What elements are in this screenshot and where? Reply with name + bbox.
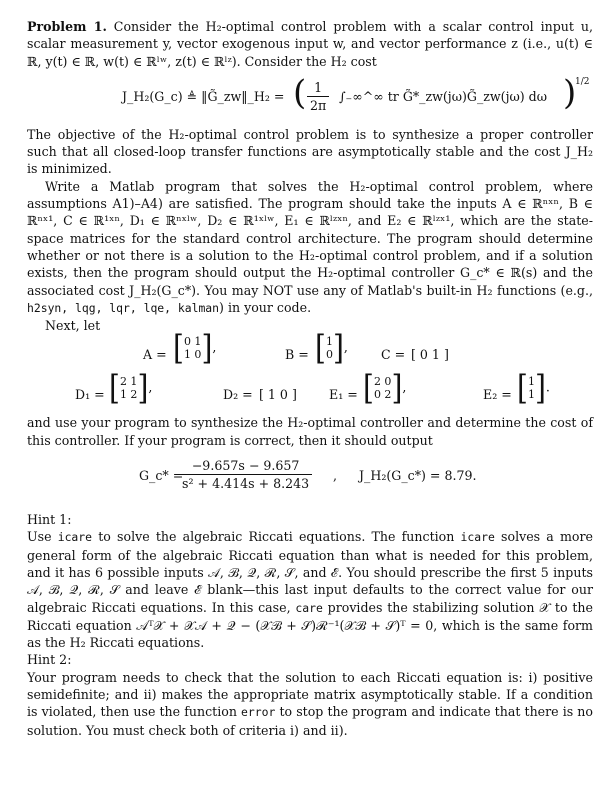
matrix-C-label: C = [381, 347, 406, 363]
gc-label: G_c* = [139, 468, 184, 484]
cost-frac-num: 1 [307, 79, 329, 97]
intro-line-1: Consider the H₂-optimal control problem with a scalar control input u, scalar [27, 19, 594, 52]
intro-line-2: measurement y, vector exogenous input w, and vector performance z (i.e., u(t) ∈ ℝ, y(t) ∈ ℝ, [27, 36, 593, 69]
matrices-block [27, 328, 593, 414]
gc-fraction [179, 457, 312, 493]
hint1-text [27, 528, 593, 651]
cost-fraction [307, 79, 329, 115]
matrix-E2-row: 1 [527, 388, 535, 402]
hint2-text [27, 669, 593, 739]
problem-intro [27, 18, 593, 70]
matrix-D1-row: 1 2 [119, 388, 138, 402]
cost-close-paren: ) [563, 72, 577, 113]
cost-integral: ∫₋∞^∞ tr G̃*_zw(jω)G̃_zw(jω) dω [339, 88, 548, 104]
gc-denominator: s² + 4.414s + 8.243 [182, 476, 310, 492]
matrix-B-label: B = [285, 347, 309, 363]
gc-numerator: −9.657s − 9.657 [179, 457, 312, 475]
icare-code: icare [460, 530, 495, 545]
gc-comma: , [333, 468, 338, 484]
objective-text: The objective of the H₂-optimal control problem is to synthesize a proper controller such that all closed-loop transfer functions are asymptotically stable and the cost J_H₂ is minimized. [27, 126, 593, 177]
matrix-D2-row: [ 1 0 ] [259, 387, 297, 403]
matrix-D2-label: D₂ = [223, 387, 253, 403]
matrix-A-row: 0 1 [183, 335, 202, 349]
cost-lhs: J_H₂(G_c) ≜ ‖G̃_zw‖_H₂ = [122, 88, 285, 104]
intro-line-3: w(t) ∈ ℝˡʷ, z(t) ∈ ℝˡᶻ). Consider the H₂ cost [103, 53, 377, 69]
icare-code: icare [57, 530, 93, 545]
hint2-part: Your program needs to check that the solution to each Riccati equation is: i) positive semidefinite; and ii) makes the appropriate matrix asymptotically stable. If a condition is violated, then use the function [27, 669, 593, 720]
care-code: care [295, 600, 323, 615]
matrix-E2: [ 1 1 ]. [517, 368, 550, 408]
matrix-E1: [ 2 0 0 2 ], [363, 368, 407, 408]
matrix-E1-label: E₁ = [329, 387, 358, 403]
program-text-a: Write a Matlab program that solves the H₂-optimal control problem, where assumptions A1)–A4) are satisfied. The program should take the inputs A ∈ ℝⁿˣⁿ, B ∈ ℝⁿˣ¹, C ∈ ℝ¹ˣⁿ, D₁ ∈ ℝⁿˣˡʷ, D₂ ∈ ℝ¹ˣˡʷ, E₁ ∈ ℝˡᶻˣⁿ, and E₂ ∈ ℝˡᶻˣ¹, which are the state-space matrices for the standard control architecture. The program should determine whether or not there is a solution to the H₂-optimal control problem, and if a solution exists, then the program should output the H₂-optimal controller G_c* ∈ ℝ(s) and the associated cost J_H₂(G_c*). You may NOT use any of Matlab's built-in H₂ functions (e.g., [27, 178, 593, 298]
matrix-D1-label: D₁ = [75, 387, 105, 403]
matrix-A-row: 1 0 [183, 348, 202, 362]
cost-frac-den: 2π [310, 98, 327, 114]
matrix-E1-row: 2 0 [373, 375, 392, 389]
matrix-E2-row: 1 [527, 375, 535, 389]
cost-power: 1/2 [575, 76, 590, 87]
problem-heading: Problem 1. [27, 19, 107, 34]
matrix-E1-row: 0 2 [373, 388, 392, 402]
matrix-B-row: 0 [325, 348, 333, 362]
program-text-b: ) in your code. [219, 299, 312, 315]
error-code: error [241, 705, 276, 720]
cost-open-paren: ( [293, 72, 307, 113]
hint1-part: to solve the algebraic Riccati equations. The function [92, 529, 461, 545]
hint1-part: solves a more general form of the algebraic Riccati equation than what is needed for this problem, and it has 6 possible inputs 𝒜, ℬ, 𝒬, ℛ, 𝒮, and ℰ. You should prescribe the first 5 inputs 𝒜, ℬ, 𝒬, ℛ, 𝒮 and leave ℰ blank—this last input defaults to the correct value for our algebraic Riccati equations. In this case, [27, 529, 593, 615]
result-block [27, 449, 593, 503]
cost-equation [27, 70, 593, 126]
hint2-title: Hint 2: [27, 652, 72, 668]
next-let: Next, let [45, 318, 101, 334]
matrix-D1: [ 2 1 1 2 ], [109, 368, 153, 408]
matrix-B-row: 1 [325, 335, 333, 349]
hint2-part: to stop the program and indicate that there is no solution. You must check both of criteria i) and ii). [27, 704, 593, 738]
matrix-A: [ 0 1 1 0 ], [173, 328, 217, 368]
result-cost: J_H₂(G_c*) = 8.79. [359, 468, 477, 484]
builtin-functions: h2syn, lqg, lqr, lqe, kalman [27, 300, 220, 315]
matrix-B: [ 1 0 ], [315, 328, 348, 368]
program-paragraph [27, 178, 593, 317]
use-program-text: and use your program to synthesize the H₂-optimal controller and determine the cost of this controller. If your program is correct, then it should output [27, 415, 593, 448]
hint1-part: provides the stabilizing solution 𝒳 to the Riccati equation 𝒜ᵀ𝒳 + 𝒳𝒜 + 𝒬 − (𝒳ℬ + 𝒮)ℛ⁻¹(𝒳ℬ + 𝒮)ᵀ = 0, which is the same form as the H₂ Riccati equations. [27, 599, 593, 651]
problem-page [27, 18, 593, 739]
hint1-title: Hint 1: [27, 512, 72, 528]
matrix-A-label: A = [143, 347, 167, 363]
hint1-part: Use [27, 529, 58, 545]
matrix-D1-row: 2 1 [119, 375, 138, 389]
matrix-C-row: [ 0 1 ] [411, 347, 449, 363]
matrix-E2-label: E₂ = [483, 387, 512, 403]
